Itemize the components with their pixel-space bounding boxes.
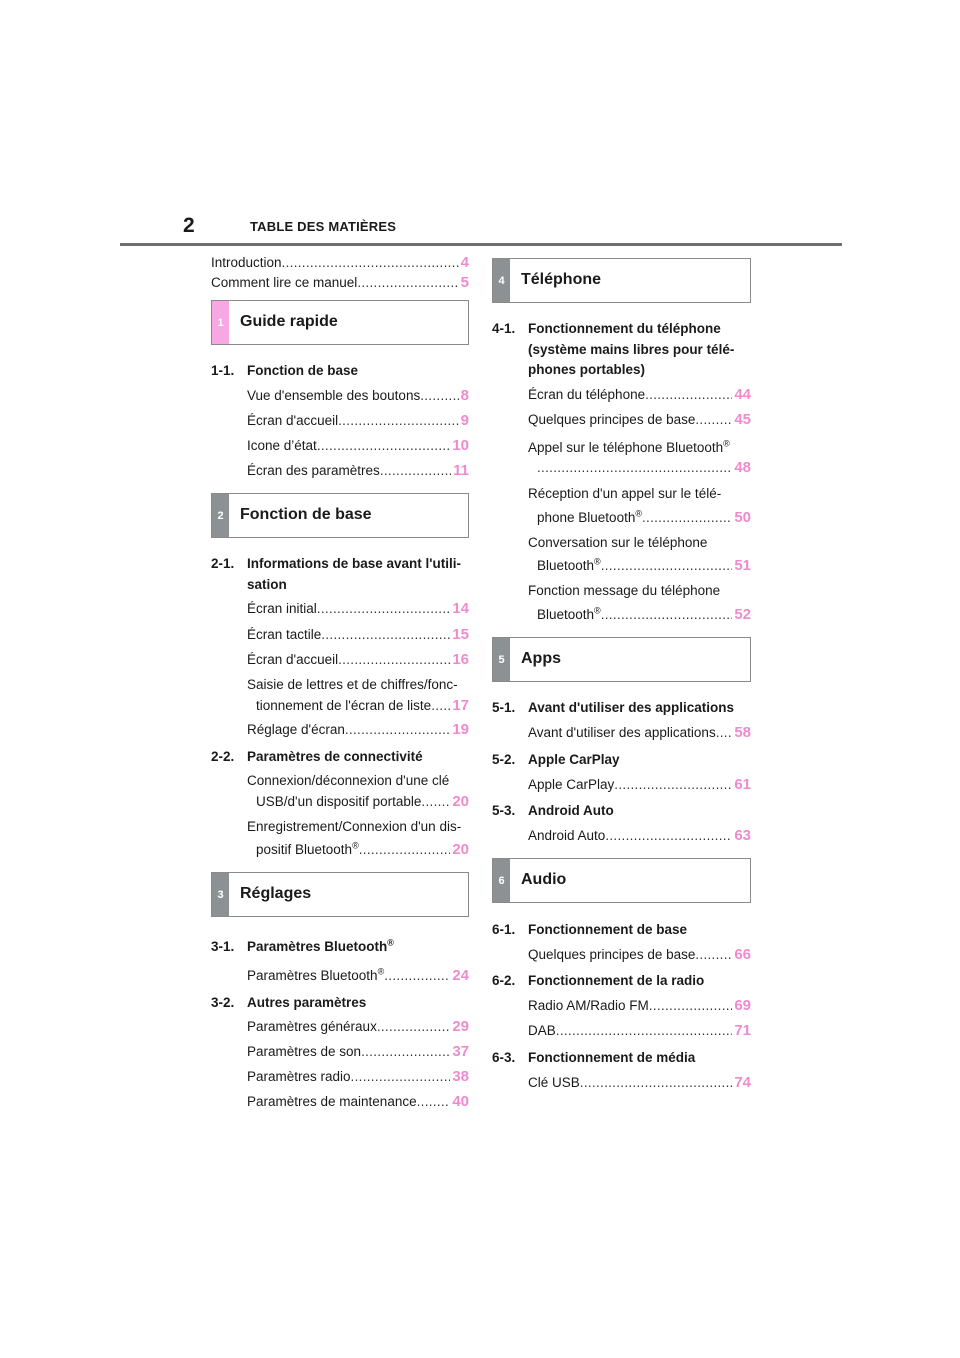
chapter-box-6[interactable] bbox=[492, 858, 751, 903]
toc-entry[interactable]: Réglage d'écran ..... 19 bbox=[247, 721, 469, 739]
leader-dots bbox=[384, 967, 450, 985]
toc-entry[interactable]: Introduction ..... 4 bbox=[211, 254, 469, 272]
leader-dots bbox=[601, 557, 733, 575]
page-ref[interactable]: 44 bbox=[734, 386, 751, 403]
toc-entry[interactable]: Paramètres généraux ..... 29 bbox=[247, 1018, 469, 1036]
chapter-title: Guide rapide bbox=[240, 313, 338, 330]
toc-entry[interactable]: Quelques principes de base ..... 66 bbox=[528, 946, 751, 964]
toc-entry[interactable]: Android Auto ..... 63 bbox=[528, 827, 751, 845]
leader-dots bbox=[421, 793, 450, 811]
page-ref[interactable]: 52 bbox=[734, 606, 751, 623]
page-header bbox=[0, 0, 960, 250]
page-ref[interactable]: 69 bbox=[734, 997, 751, 1014]
page-ref[interactable]: 61 bbox=[734, 776, 751, 793]
toc-entry[interactable]: Écran d'accueil ..... 9 bbox=[247, 412, 469, 430]
page-ref[interactable]: 16 bbox=[452, 651, 469, 668]
section-heading-cont: sation bbox=[247, 577, 287, 592]
toc-entry[interactable]: phone Bluetooth® ..... 50 bbox=[537, 509, 751, 527]
leader-dots bbox=[345, 721, 450, 739]
section-heading: 5-3. Android Auto bbox=[492, 803, 614, 818]
leader-dots bbox=[642, 509, 732, 527]
leader-dots bbox=[317, 437, 451, 455]
leader-dots bbox=[377, 1018, 450, 1036]
section-heading: 2-2. Paramètres de connectivité bbox=[211, 749, 423, 764]
page-ref[interactable]: 10 bbox=[452, 437, 469, 454]
toc-entry-line[interactable]: Réception d'un appel sur le télé- bbox=[528, 486, 722, 501]
leader-dots bbox=[417, 1093, 451, 1111]
page-ref[interactable]: 58 bbox=[734, 724, 751, 741]
chapter-tab: 5 bbox=[493, 638, 510, 681]
page-ref[interactable]: 71 bbox=[734, 1022, 751, 1039]
toc-entry[interactable]: Quelques principes de base ..... 45 bbox=[528, 411, 751, 429]
leader-dots bbox=[645, 386, 732, 404]
section-heading: 6-2. Fonctionnement de la radio bbox=[492, 973, 705, 988]
leader-dots bbox=[357, 274, 458, 292]
leader-dots bbox=[614, 776, 732, 794]
section-heading: 3-1. Paramètres Bluetooth® bbox=[211, 937, 394, 954]
chapter-tab: 3 bbox=[212, 873, 229, 916]
chapter-box-2[interactable] bbox=[211, 493, 469, 538]
page-ref[interactable]: 5 bbox=[460, 274, 469, 291]
toc-entry[interactable]: Paramètres de son ..... 37 bbox=[247, 1043, 469, 1061]
chapter-title: Fonction de base bbox=[240, 506, 372, 523]
leader-dots bbox=[338, 412, 459, 430]
leader-dots bbox=[338, 651, 450, 669]
toc-entry[interactable]: DAB ..... 71 bbox=[528, 1022, 751, 1040]
header-title: TABLE DES MATIÈRES bbox=[250, 219, 397, 234]
toc-entry[interactable]: Bluetooth® ..... 52 bbox=[537, 606, 751, 624]
leader-dots bbox=[649, 997, 733, 1015]
page-ref[interactable]: 45 bbox=[734, 411, 751, 428]
toc-entry-line[interactable]: Enregistrement/Connexion d'un dis- bbox=[247, 819, 462, 834]
leader-dots bbox=[282, 254, 459, 272]
page-ref[interactable]: 66 bbox=[734, 946, 751, 963]
toc-entry[interactable]: Icone d’état ..... 10 bbox=[247, 437, 469, 455]
page-ref[interactable]: 50 bbox=[734, 509, 751, 526]
chapter-title: Téléphone bbox=[521, 271, 602, 288]
toc-entry[interactable]: Bluetooth® ..... 51 bbox=[537, 557, 751, 575]
chapter-box-5[interactable] bbox=[492, 637, 751, 682]
toc-entry[interactable]: USB/d'un dispositif portable ..... 20 bbox=[256, 793, 469, 811]
page-ref[interactable]: 74 bbox=[734, 1074, 751, 1091]
toc-entry-line[interactable]: Connexion/déconnexion d'une clé bbox=[247, 773, 450, 788]
page-ref[interactable]: 17 bbox=[452, 697, 469, 714]
toc-entry-line[interactable]: Saisie de lettres et de chiffres/fonc- bbox=[247, 677, 458, 692]
toc-entry[interactable]: Vue d'ensemble des boutons ..... 8 bbox=[247, 387, 469, 405]
page-ref[interactable]: 29 bbox=[452, 1018, 469, 1035]
chapter-title: Apps bbox=[521, 650, 561, 667]
page-ref[interactable]: 38 bbox=[452, 1068, 469, 1085]
section-heading: 1-1. Fonction de base bbox=[211, 363, 359, 378]
toc-entry[interactable]: Comment lire ce manuel ..... 5 bbox=[211, 274, 469, 292]
toc-entry[interactable]: Écran du téléphone ..... 44 bbox=[528, 386, 751, 404]
toc-entry[interactable]: Écran d'accueil ..... 16 bbox=[247, 651, 469, 669]
toc-entry[interactable]: Avant d'utiliser des applications ..... 58 bbox=[528, 724, 751, 742]
section-heading-cont: (système mains libres pour télé- bbox=[528, 342, 735, 357]
chapter-tab: 1 bbox=[212, 301, 229, 344]
page-ref[interactable]: 19 bbox=[452, 721, 469, 738]
leader-dots bbox=[556, 1022, 733, 1040]
toc-entry[interactable]: Paramètres radio ..... 38 bbox=[247, 1068, 469, 1086]
page-ref[interactable]: 37 bbox=[452, 1043, 469, 1060]
page-ref[interactable]: 20 bbox=[452, 841, 469, 858]
page-ref[interactable]: 40 bbox=[452, 1093, 469, 1110]
header-rule bbox=[120, 243, 842, 246]
toc-entry[interactable]: positif Bluetooth® ..... 20 bbox=[256, 841, 469, 859]
leader-dots bbox=[361, 1043, 450, 1061]
section-heading: 4-1. Fonctionnement du téléphone bbox=[492, 321, 721, 336]
page-ref[interactable]: 8 bbox=[460, 387, 469, 404]
page-ref[interactable]: 20 bbox=[452, 793, 469, 810]
chapter-tab: 6 bbox=[493, 859, 510, 902]
toc-entry[interactable]: Écran tactile ..... 15 bbox=[247, 626, 469, 644]
section-heading: 5-2. Apple CarPlay bbox=[492, 752, 620, 767]
page-ref[interactable]: 15 bbox=[452, 626, 469, 643]
section-heading: 3-2. Autres paramètres bbox=[211, 995, 367, 1010]
chapter-box-4[interactable] bbox=[492, 258, 751, 303]
leader-dots bbox=[601, 606, 733, 624]
section-heading: 2-1. Informations de base avant l'utili- bbox=[211, 556, 461, 571]
chapter-tab: 4 bbox=[493, 259, 510, 302]
chapter-box-1[interactable] bbox=[211, 300, 469, 345]
leader-dots bbox=[351, 1068, 451, 1086]
toc-entry[interactable]: Clé USB ..... 74 bbox=[528, 1074, 751, 1092]
section-heading: 6-3. Fonctionnement de média bbox=[492, 1050, 696, 1065]
toc-entry[interactable]: Paramètres Bluetooth® ..... 24 bbox=[247, 967, 469, 985]
page-ref[interactable]: 11 bbox=[453, 462, 469, 479]
leader-dots bbox=[359, 841, 451, 859]
leader-dots bbox=[580, 1074, 733, 1092]
toc-entry[interactable]: Écran des paramètres ..... 11 bbox=[247, 462, 469, 480]
leader-dots bbox=[695, 946, 732, 964]
page-number: 2 bbox=[183, 214, 195, 237]
chapter-title: Audio bbox=[521, 871, 567, 888]
page-ref[interactable]: 9 bbox=[460, 412, 469, 429]
toc-entry[interactable]: Radio AM/Radio FM ..... 69 bbox=[528, 997, 751, 1015]
toc-entry[interactable]: Écran initial ..... 14 bbox=[247, 600, 469, 618]
page-ref[interactable]: 4 bbox=[460, 254, 469, 271]
page-ref[interactable]: 14 bbox=[452, 600, 469, 617]
toc-entry-line[interactable]: Fonction message du téléphone bbox=[528, 583, 721, 598]
section-heading: 5-1. Avant d'utiliser des applications bbox=[492, 700, 735, 715]
chapter-box-3[interactable] bbox=[211, 872, 469, 917]
toc-entry[interactable]: Apple CarPlay ..... 61 bbox=[528, 776, 751, 794]
leader-dots bbox=[605, 827, 732, 845]
toc-entry-line[interactable]: Conversation sur le téléphone bbox=[528, 535, 708, 550]
leader-dots bbox=[716, 724, 733, 742]
page-ref[interactable]: 51 bbox=[734, 557, 751, 574]
toc-entry[interactable]: tionnement de l'écran de liste ..... 17 bbox=[256, 697, 469, 715]
page-ref[interactable]: 63 bbox=[734, 827, 751, 844]
leader-dots bbox=[420, 387, 458, 405]
page-ref[interactable]: 24 bbox=[452, 967, 469, 984]
toc-entry-line[interactable]: Appel sur le téléphone Bluetooth® bbox=[528, 438, 730, 455]
leader-dots bbox=[380, 462, 451, 480]
toc-entry[interactable]: Paramètres de maintenance ..... 40 bbox=[247, 1093, 469, 1111]
chapter-tab: 2 bbox=[212, 494, 229, 537]
section-heading: 6-1. Fonctionnement de base bbox=[492, 922, 688, 937]
page-ref[interactable]: 48 bbox=[734, 459, 751, 476]
chapter-title: Réglages bbox=[240, 885, 312, 902]
section-heading-cont: phones portables) bbox=[528, 362, 646, 377]
leader-dots bbox=[695, 411, 732, 429]
leader-dots bbox=[317, 600, 451, 618]
toc-entry[interactable] bbox=[537, 459, 751, 477]
leader-dots bbox=[537, 459, 732, 477]
leader-dots bbox=[321, 626, 450, 644]
leader-dots bbox=[431, 697, 450, 715]
